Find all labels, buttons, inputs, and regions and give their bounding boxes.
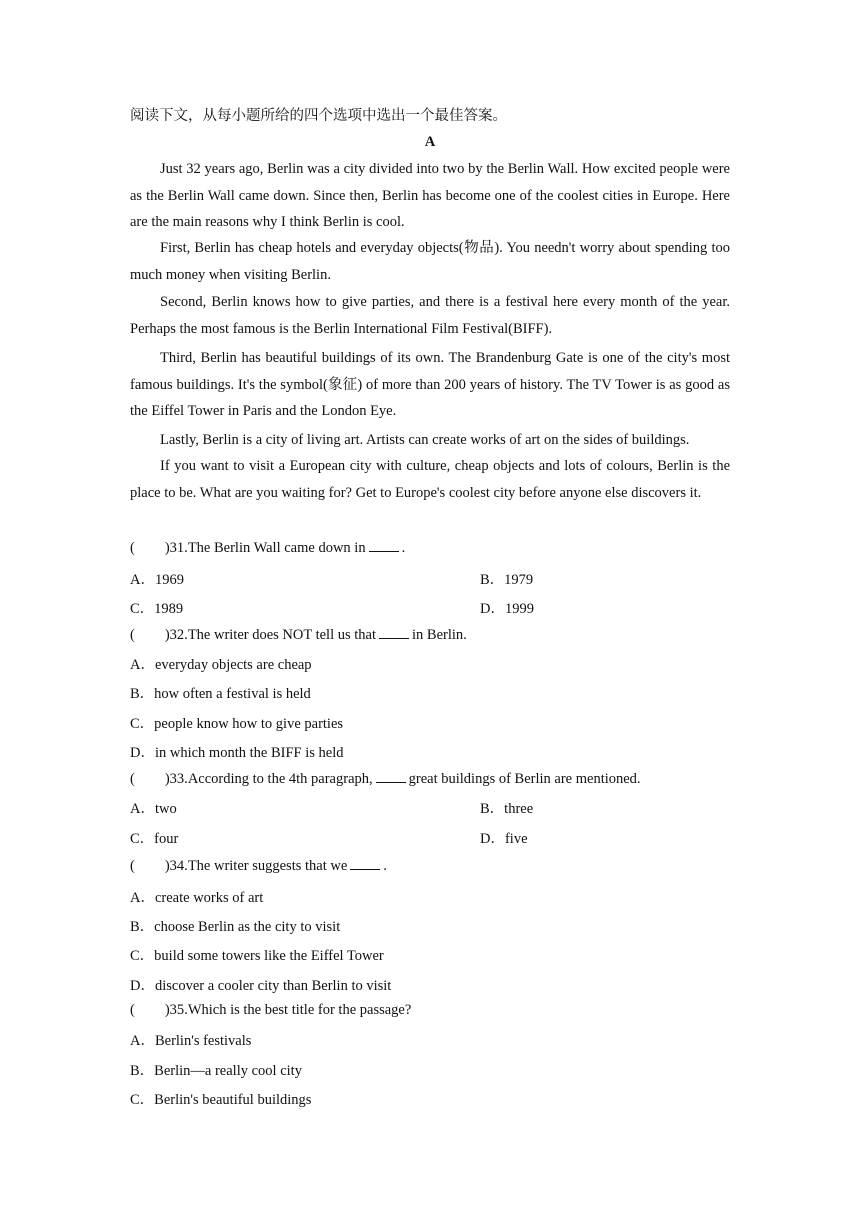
option[interactable]: D．1999 bbox=[480, 601, 534, 617]
question-number: )34. bbox=[164, 858, 188, 874]
question-number: )31. bbox=[164, 540, 188, 556]
paragraph-1: Just 32 years ago, Berlin was a city divided into two by the Berlin Wall. How excited people were as the Berlin Wall came down. Since then, Berlin has become one of the coolest cities in Europe. Here are the main reasons why I think Berlin is cool. bbox=[130, 161, 730, 230]
option[interactable]: A．create works of art bbox=[130, 890, 264, 906]
fill-blank bbox=[369, 538, 399, 552]
question-text-after: in Berlin. bbox=[412, 627, 467, 643]
option[interactable]: D．five bbox=[480, 831, 528, 847]
option[interactable]: B．Berlin—a really cool city bbox=[130, 1063, 302, 1079]
question-text: Which is the best title for the passage? bbox=[187, 1002, 412, 1018]
option[interactable]: D．in which month the BIFF is held bbox=[130, 745, 344, 761]
question-text-after: . bbox=[383, 858, 387, 874]
question-text: The writer suggests that we bbox=[187, 858, 348, 874]
paragraph-4: Third, Berlin has beautiful buildings of its own. The Brandenburg Gate is one of the city's most famous buildings. It's the symbol(象征) of more than 200 years of history. The TV Tower is as good as the Eiffel Tower in Paris and the London Eye. bbox=[130, 350, 730, 419]
paragraph-2: First, Berlin has cheap hotels and everyday objects(物品). You needn't worry about spending too much money when visiting Berlin. bbox=[130, 240, 730, 283]
option[interactable]: A．everyday objects are cheap bbox=[130, 657, 312, 673]
option[interactable]: C．build some towers like the Eiffel Tower bbox=[130, 948, 384, 964]
fill-blank bbox=[379, 625, 409, 639]
paragraph-3: Second, Berlin knows how to give parties, and there is a festival here every month of the year. Perhaps the most famous is the Berlin International Film Festival(BIFF). bbox=[130, 294, 730, 337]
option[interactable]: C．Berlin's beautiful buildings bbox=[130, 1092, 312, 1108]
question-33 bbox=[130, 769, 641, 788]
question-31 bbox=[130, 538, 405, 557]
question-text: According to the 4th paragraph, bbox=[187, 771, 373, 787]
question-text-after: great buildings of Berlin are mentioned. bbox=[408, 771, 641, 787]
answer-paren-open: ( bbox=[130, 540, 135, 556]
question-34 bbox=[130, 856, 387, 875]
question-text-after: . bbox=[401, 540, 406, 556]
option[interactable]: B．choose Berlin as the city to visit bbox=[130, 919, 341, 935]
option[interactable]: C．people know how to give parties bbox=[130, 716, 344, 732]
question-text: The writer does NOT tell us that bbox=[187, 627, 377, 643]
instruction: 阅读下文，从每小题所给的四个选项中选出一个最佳答案。 bbox=[130, 108, 507, 124]
option[interactable]: B．1979 bbox=[480, 572, 534, 588]
question-text: The Berlin Wall came down in bbox=[187, 540, 366, 556]
answer-paren-open: ( bbox=[130, 627, 135, 643]
option[interactable]: B．three bbox=[480, 801, 534, 817]
option[interactable]: C．1989 bbox=[130, 601, 184, 617]
paragraph-5: Lastly, Berlin is a city of living art. Artists can create works of art on the sides of buildings. bbox=[160, 432, 690, 448]
answer-paren-open: ( bbox=[130, 858, 135, 874]
question-number: )32. bbox=[164, 627, 188, 643]
question-35 bbox=[130, 1002, 411, 1019]
option[interactable]: D．discover a cooler city than Berlin to visit bbox=[130, 978, 392, 994]
option[interactable]: B．how often a festival is held bbox=[130, 686, 311, 702]
answer-paren-open: ( bbox=[130, 1002, 135, 1018]
paragraph-6: If you want to visit a European city with culture, cheap objects and lots of colours, Berlin is the place to be. What are you waiting for? Get to Europe's coolest city before anyone else discovers it. bbox=[130, 458, 730, 501]
option[interactable]: C．four bbox=[130, 831, 179, 847]
fill-blank bbox=[350, 856, 380, 870]
question-32 bbox=[130, 625, 467, 644]
option[interactable]: A．1969 bbox=[130, 572, 184, 588]
option[interactable]: A．Berlin's festivals bbox=[130, 1033, 252, 1049]
option[interactable]: A．two bbox=[130, 801, 177, 817]
fill-blank bbox=[376, 769, 406, 783]
section-label: A bbox=[424, 134, 436, 150]
question-number: )33. bbox=[164, 771, 188, 787]
question-number: )35. bbox=[164, 1002, 188, 1018]
answer-paren-open: ( bbox=[130, 771, 135, 787]
